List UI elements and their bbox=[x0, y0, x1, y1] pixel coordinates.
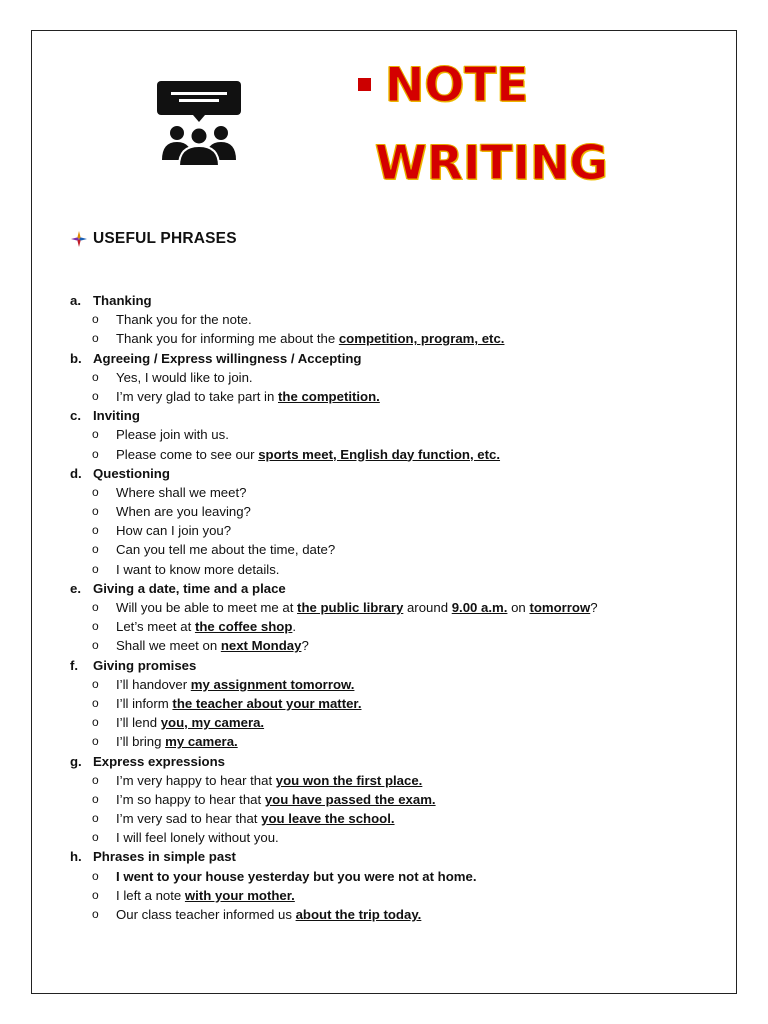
hollow-circle-bullet-icon: o bbox=[92, 427, 99, 442]
phrase-text bbox=[116, 387, 380, 406]
section-heading-text: USEFUL PHRASES bbox=[93, 230, 237, 247]
category-label: Giving promises bbox=[93, 657, 197, 673]
phrase-text bbox=[116, 732, 238, 751]
phrase-highlight: the competition. bbox=[278, 388, 380, 404]
hollow-circle-bullet-icon: o bbox=[92, 638, 99, 653]
category-row bbox=[70, 656, 710, 675]
hollow-circle-bullet-icon: o bbox=[92, 523, 99, 538]
phrase-segment: Shall we meet on bbox=[116, 638, 221, 654]
phrase-item bbox=[70, 387, 710, 406]
phrase-highlight: you won the first place. bbox=[275, 772, 423, 788]
phrase-item bbox=[70, 425, 710, 444]
hollow-circle-bullet-icon: o bbox=[92, 695, 99, 710]
phrase-highlight: the coffee shop bbox=[194, 619, 293, 635]
phrase-item bbox=[70, 809, 710, 828]
hollow-circle-bullet-icon: o bbox=[92, 331, 99, 346]
category-label: Phrases in simple past bbox=[93, 849, 236, 865]
phrase-text bbox=[116, 694, 362, 713]
phrase-text bbox=[116, 828, 279, 847]
phrase-item bbox=[70, 521, 710, 540]
phrase-text bbox=[116, 867, 477, 886]
phrase-highlight: with your mother. bbox=[184, 887, 295, 903]
phrase-segment: Please come to see our bbox=[116, 446, 259, 462]
phrase-list bbox=[70, 291, 710, 924]
phrase-segment: I want to know more details. bbox=[116, 561, 280, 577]
phrase-text bbox=[116, 675, 354, 694]
category-label: Agreeing / Express willingness / Accepting bbox=[93, 350, 362, 366]
phrase-highlight: you leave the school. bbox=[261, 811, 395, 827]
hollow-circle-bullet-icon: o bbox=[92, 734, 99, 749]
phrase-item bbox=[70, 598, 710, 617]
hollow-circle-bullet-icon: o bbox=[92, 772, 99, 787]
hollow-circle-bullet-icon: o bbox=[92, 868, 99, 883]
category-row bbox=[70, 291, 710, 310]
hollow-circle-bullet-icon: o bbox=[92, 887, 99, 902]
phrase-segment: around bbox=[403, 600, 452, 615]
phrase-item bbox=[70, 886, 710, 905]
phrase-text bbox=[116, 771, 422, 790]
phrase-text bbox=[116, 809, 395, 828]
phrase-item bbox=[70, 310, 710, 329]
hollow-circle-bullet-icon: o bbox=[92, 369, 99, 384]
phrase-text bbox=[116, 790, 436, 809]
section-heading bbox=[70, 230, 237, 248]
category-label: Express expressions bbox=[93, 753, 225, 769]
category-row bbox=[70, 752, 710, 771]
phrase-item bbox=[70, 560, 710, 579]
phrase-segment: Will you be able to meet me at bbox=[116, 600, 298, 615]
category-row bbox=[70, 847, 710, 866]
phrase-highlight: competition, program, etc. bbox=[338, 331, 505, 347]
phrase-item bbox=[70, 771, 710, 790]
phrase-segment: I’m very happy to hear that bbox=[116, 772, 276, 788]
phrase-text bbox=[116, 598, 598, 617]
phrase-segment: Can you tell me about the time, date? bbox=[116, 542, 336, 558]
category-label: Questioning bbox=[93, 465, 170, 481]
category-label: Thanking bbox=[93, 293, 152, 308]
phrase-highlight: you have passed the exam. bbox=[264, 791, 436, 807]
category-letter: c. bbox=[70, 408, 81, 424]
phrase-segment: I left a note bbox=[116, 887, 185, 903]
phrase-segment: I’ll handover bbox=[116, 676, 191, 692]
phrase-highlight: sports meet, English day function, etc. bbox=[258, 446, 501, 462]
phrase-item bbox=[70, 502, 710, 521]
category-row bbox=[70, 349, 710, 368]
phrase-segment: Let’s meet at bbox=[116, 619, 195, 635]
phrase-text bbox=[116, 329, 504, 348]
phrase-item bbox=[70, 694, 710, 713]
category-letter: f. bbox=[70, 657, 79, 673]
phrase-text bbox=[116, 713, 264, 732]
phrase-item bbox=[70, 540, 710, 559]
phrase-highlight: my assignment tomorrow. bbox=[190, 676, 355, 692]
phrase-item bbox=[70, 368, 710, 387]
hollow-circle-bullet-icon: o bbox=[92, 676, 99, 691]
phrase-item bbox=[70, 636, 710, 655]
hollow-circle-bullet-icon: o bbox=[92, 811, 99, 826]
phrase-item bbox=[70, 329, 710, 348]
category-label: Giving a date, time and a place bbox=[93, 580, 286, 596]
phrase-segment: Thank you for the note. bbox=[116, 312, 252, 328]
hollow-circle-bullet-icon: o bbox=[92, 504, 99, 519]
phrase-text bbox=[116, 636, 309, 655]
phrase-item bbox=[70, 828, 710, 847]
phrase-highlight: tomorrow bbox=[529, 600, 591, 615]
hollow-circle-bullet-icon: o bbox=[92, 542, 99, 557]
phrase-highlight: next Monday bbox=[220, 638, 302, 654]
category-label: Inviting bbox=[93, 408, 140, 424]
category-row bbox=[70, 406, 710, 425]
hollow-circle-bullet-icon: o bbox=[92, 484, 99, 499]
phrase-item bbox=[70, 867, 710, 886]
category-row bbox=[70, 464, 710, 483]
phrase-segment: I went to your house yesterday but you were not at home. bbox=[116, 868, 477, 884]
phrase-item bbox=[70, 732, 710, 751]
phrase-text bbox=[116, 310, 252, 329]
phrase-highlight: the public library bbox=[297, 600, 404, 615]
phrase-text bbox=[116, 483, 246, 502]
hollow-circle-bullet-icon: o bbox=[92, 600, 99, 614]
category-row bbox=[70, 579, 710, 598]
hollow-circle-bullet-icon: o bbox=[92, 715, 99, 730]
phrase-highlight: you, my camera. bbox=[160, 715, 265, 731]
phrase-segment: ? bbox=[590, 600, 598, 615]
phrase-text bbox=[116, 502, 251, 521]
phrase-segment: . bbox=[292, 619, 297, 635]
phrase-segment: I’m very glad to take part in bbox=[116, 388, 278, 404]
phrase-segment: on bbox=[507, 600, 530, 615]
phrase-segment: I will feel lonely without you. bbox=[116, 830, 279, 846]
phrase-text bbox=[116, 560, 279, 579]
category-letter: b. bbox=[70, 350, 82, 366]
hollow-circle-bullet-icon: o bbox=[92, 446, 99, 461]
phrase-text bbox=[116, 521, 231, 540]
category-letter: a. bbox=[70, 293, 81, 308]
square-bullet-icon bbox=[358, 78, 371, 91]
phrase-segment: Where shall we meet? bbox=[116, 484, 247, 500]
phrase-text bbox=[116, 617, 296, 636]
phrase-segment: I’m so happy to hear that bbox=[116, 791, 265, 807]
phrase-segment: Our class teacher informed us bbox=[116, 907, 296, 922]
four-point-star-bullet-icon bbox=[70, 230, 88, 248]
phrase-segment: I’ll lend bbox=[116, 715, 161, 731]
phrase-item bbox=[70, 617, 710, 636]
hollow-circle-bullet-icon: o bbox=[92, 561, 99, 576]
category-letter: h. bbox=[70, 849, 82, 865]
hollow-circle-bullet-icon: o bbox=[92, 907, 99, 921]
phrase-item bbox=[70, 483, 710, 502]
phrase-highlight: 9.00 a.m. bbox=[451, 600, 508, 615]
phrase-text bbox=[116, 368, 253, 387]
phrase-segment: When are you leaving? bbox=[116, 504, 251, 520]
phrase-item bbox=[70, 713, 710, 732]
phrase-text bbox=[116, 886, 295, 905]
phrase-highlight: the teacher about your matter. bbox=[172, 695, 362, 711]
phrase-segment: How can I join you? bbox=[116, 523, 232, 539]
phrase-highlight: about the trip today. bbox=[295, 907, 422, 922]
phrase-segment: Thank you for informing me about the bbox=[116, 331, 339, 347]
hollow-circle-bullet-icon: o bbox=[92, 312, 99, 327]
title-line-1: NOTE bbox=[385, 58, 529, 113]
phrase-item bbox=[70, 675, 710, 694]
category-letter: e. bbox=[70, 580, 81, 596]
meeting-presentation-icon bbox=[155, 78, 243, 168]
phrase-segment: I’ll inform bbox=[116, 695, 173, 711]
phrase-text bbox=[116, 425, 229, 444]
phrase-segment: I’m very sad to hear that bbox=[116, 811, 262, 827]
phrase-item bbox=[70, 790, 710, 809]
category-letter: g. bbox=[70, 753, 82, 769]
phrase-item bbox=[70, 445, 710, 464]
phrase-text bbox=[116, 445, 500, 464]
phrase-item bbox=[70, 905, 710, 924]
hollow-circle-bullet-icon: o bbox=[92, 830, 99, 845]
phrase-segment: Yes, I would like to join. bbox=[116, 369, 253, 385]
category-letter: d. bbox=[70, 465, 82, 481]
title-line-2: WRITING bbox=[375, 136, 608, 191]
phrase-highlight: my camera. bbox=[165, 734, 238, 750]
phrase-text bbox=[116, 540, 335, 559]
hollow-circle-bullet-icon: o bbox=[92, 388, 99, 403]
phrase-segment: I’ll bring bbox=[116, 734, 166, 750]
phrase-segment: ? bbox=[301, 638, 309, 654]
phrase-segment: Please join with us. bbox=[116, 427, 229, 443]
phrase-text bbox=[116, 905, 421, 924]
hollow-circle-bullet-icon: o bbox=[92, 791, 99, 806]
hollow-circle-bullet-icon: o bbox=[92, 619, 99, 634]
